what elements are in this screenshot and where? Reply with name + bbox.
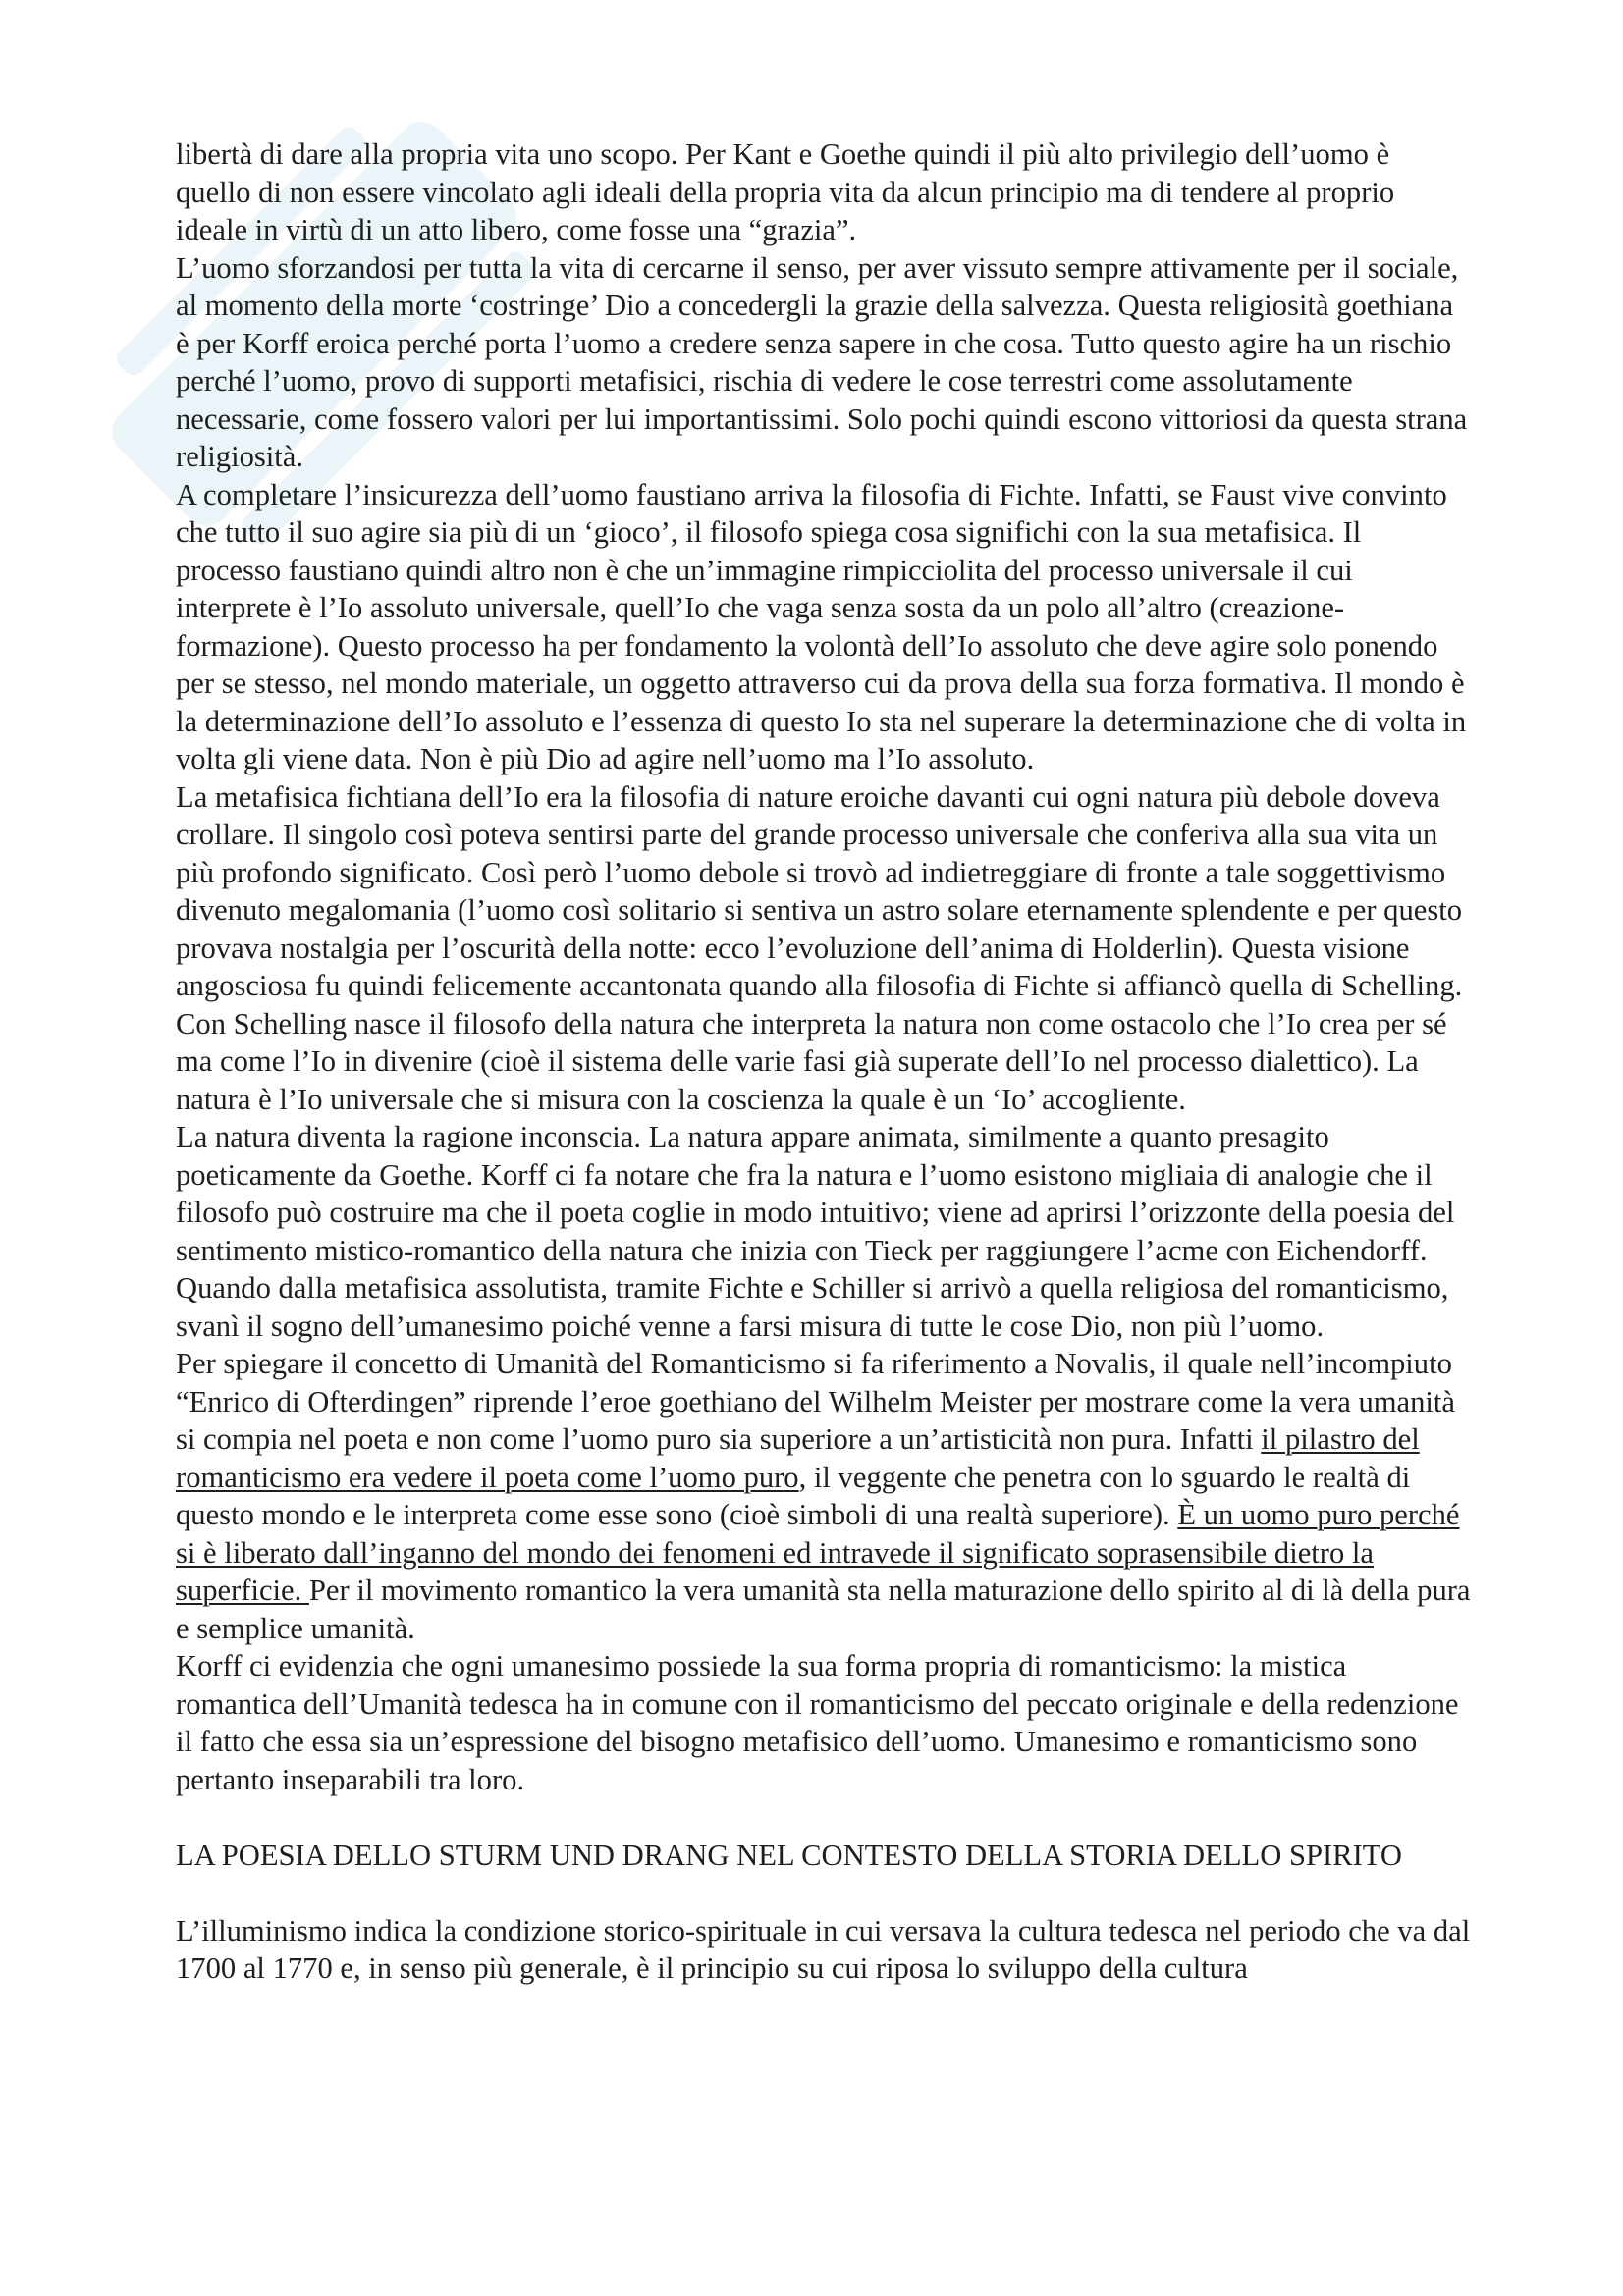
paragraph: A completare l’insicurezza dell’uomo faustiano arriva la filosofia di Fichte. Infatti, se Faust vive convinto che tutto il suo agire sia più di un ‘gioco’, il filosofo spiega cosa significhi con la sua metafisica. Il processo faustiano quindi altro non è che un’immagine rimpicciolita del processo universale il cui interprete è l’Io assoluto universale, quell’Io che vaga senza sosta da un polo all’altro (creazione-formazione). Questo processo ha per fondamento la volontà dell’Io assoluto che deve agire solo ponendo per se stesso, nel mondo materiale, un oggetto attraverso cui da prova della sua forza formativa. Il mondo è la determinazione dell’Io assoluto e l’essenza di questo Io sta nel superare la determinazione che di volta in volta gli viene data. Non è più Dio ad agire nell’uomo ma l’Io assoluto. (176, 477, 1467, 775)
underlined-text: il pilastro del romanticismo era vedere il poeta come l’uomo puro (176, 1422, 1420, 1494)
blank-line (176, 1874, 1472, 1912)
underlined-text: È un uomo puro perché si è liberato dall’inganno del mondo dei fenomeni ed intravede il significato soprasensibile dietro la superficie. (176, 1498, 1460, 1607)
blank-line (176, 1798, 1472, 1837)
section-heading: LA POESIA DELLO STURM UND DRANG NEL CONTESTO DELLA STORIA DELLO SPIRITO (176, 1838, 1402, 1872)
paragraph: L’uomo sforzandosi per tutta la vita di cercarne il senso, per aver vissuto sempre attivamente per il sociale, al momento della morte ‘costringe’ Dio a concedergli la grazie della salvezza. Questa religiosità goethiana è per Korff eroica perché porta l’uomo a credere senza sapere in che cosa. Tutto questo agire ha un rischio perché l’uomo, provo di supporti metafisici, rischia di vedere le cose terrestri come assolutamente necessarie, come fossero valori per lui importantissimi. Solo pochi quindi escono vittoriosi da questa strana religiosità. (176, 250, 1468, 473)
text-span: Per il movimento romantico la vera umanità sta nella maturazione dello spirito al di là della pura e semplice umanità. (176, 1574, 1471, 1645)
paragraph: libertà di dare alla propria vita uno scopo. Per Kant e Goethe quindi il più alto privilegio dell’uomo è quello di non essere vincolato agli ideali della propria vita da alcun principio ma di tendere al proprio ideale in virtù di un atto libero, come fosse una “grazia”. (176, 137, 1395, 246)
text-span: Per spiegare il concetto di Umanità del Romanticismo si fa riferimento a Novalis, il quale nell’incompiuto “Enrico di Ofterdingen” riprende l’eroe goethiano del Wilhelm Meister per mostrare come la vera umanità si compia nel poeta e non come l’uomo puro sia superiore a un’artisticità non pura. Infatti (176, 1347, 1456, 1456)
document-page (176, 135, 1472, 1988)
paragraph: Korff ci evidenzia che ogni umanesimo possiede la sua forma propria di romanticismo: la mistica romantica dell’Umanità tedesca ha in comune con il romanticismo del peccato originale e della redenzione il fatto che essa sia un’espressione del bisogno metafisico dell’uomo. Umanesimo e romanticismo sono pertanto inseparabili tra loro. (176, 1649, 1459, 1796)
paragraph: La natura diventa la ragione inconscia. La natura appare animata, similmente a quanto presagito poeticamente da Goethe. Korff ci fa notare che fra la natura e l’uomo esistono migliaia di analogie che il filosofo può costruire ma che il poeta coglie in modo intuitivo; viene ad aprirsi l’orizzonte della poesia del sentimento mistico-romantico della natura che inizia con Tieck per raggiungere l’acme con Eichendorff. Quando dalla metafisica assolutista, tramite Fichte e Schiller si arrivò a quella religiosa del romanticismo, svanì il sogno dell’umanesimo poiché venne a farsi misura di tutte le cose Dio, non più l’uomo. (176, 1120, 1455, 1343)
text-span: , il veggente che penetra con lo sguardo le realtà di questo mondo e le interpreta come esse sono (cioè simboli di una realtà superiore). (176, 1460, 1411, 1531)
paragraph: La metafisica fichtiana dell’Io era la filosofia di nature eroiche davanti cui ogni natura più debole doveva crollare. Il singolo così poteva sentirsi parte del grande processo universale che conferiva alla sua vita un più profondo significato. Così però l’uomo debole si trovò ad indietreggiare di fronte a tale soggettivismo divenuto megalomania (l’uomo così solitario si sentiva un astro solare eternamente splendente e per questo provava nostalgia per l’oscurità della notte: ecco l’evoluzione dell’anima di Holderlin). Questa visione angosciosa fu quindi felicemente accantonata quando alla filosofia di Fichte si affiancò quella di Schelling. Con Schelling nasce il filosofo della natura che interpreta la natura non come ostacolo che l’Io crea per sé ma come l’Io in divenire (cioè il sistema delle varie fasi già superate dell’Io nel processo dialettico). La natura è l’Io universale che si misura con la coscienza la quale è un ‘Io’ accogliente. (176, 779, 1463, 1116)
paragraph-novalis (176, 1345, 1472, 1647)
paragraph: L’illuminismo indica la condizione storico-spirituale in cui versava la cultura tedesca nel periodo che va dal 1700 al 1770 e, in senso più generale, è il principio su cui riposa lo sviluppo della cultura (176, 1913, 1471, 1985)
